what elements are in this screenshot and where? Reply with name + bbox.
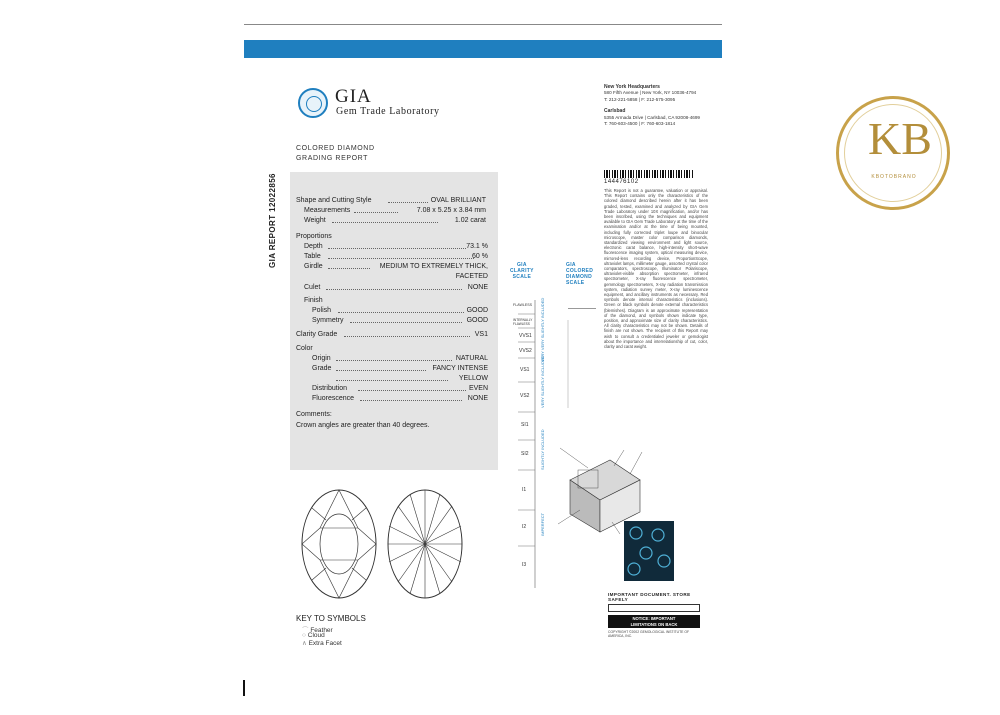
lab-name: Gem Trade Laboratory [336,106,440,117]
key-to-symbols-title: KEY TO SYMBOLS [296,614,366,623]
grading-panel: Shape and Cutting Style OVAL BRILLIANT Measurements 7.08 x 5.25 x 3.84 mm Weight 1.02 carat Proportions Depth 73.1 % Table 60 % Girdle MEDIUM TO EXTREMELY THICK, FACETED Culet NONE Finish Polish GOOD Symmetry GOOD Clarity Grade VS1 Color Origin NATURAL Grade FANCY INTENSE YELLOW Distribution EVEN Fluorescence NONE Comments: Crown angles are greater than 40 degrees. [290,172,498,470]
label-vs: VERY SLIGHTLY INCLUDED [540,355,545,408]
report-barcode [604,170,694,178]
color-scale-bar [566,320,596,410]
top-rule [244,24,722,25]
grade-vs2: VS2 [520,393,530,399]
brand-name: KBOTOBRANO [871,174,917,180]
key-item-feather: ⌒ Feather [302,627,333,634]
comments-text: Crown angles are greater than 40 degrees. [296,422,430,429]
gia-logo-text: GIA [335,86,372,107]
warning-block: IMPORTANT DOCUMENT. STORE SAFELY NOTICE: IMPORTANT LIMITATIONS ON BACK COPYRIGHT ©2002 GEMOLOGICAL INSTITUTE OF AMERICA, INC. [608,592,700,638]
grade-vs1: VS1 [520,367,530,373]
copyright-line: COPYRIGHT ©2002 GEMOLOGICAL INSTITUTE OF AMERICA, INC. [608,630,690,638]
label-imperfect: IMPERFECT [540,512,545,536]
grade-i1: I1 [522,487,527,493]
pavilion-view-diagram [386,488,464,600]
report-side-number: GIA REPORT 12022856 [268,173,277,268]
notice-banner: NOTICE: IMPORTANT LIMITATIONS ON BACK [608,615,700,628]
clarity-scale-heading: GIA CLARITY SCALE [510,262,534,280]
lock-icon-box [608,604,700,612]
barcode-number: 144476102 [604,179,639,185]
header-band [244,40,722,58]
grade-vvs2: VVS2 [519,348,532,354]
office-address-ny: New York Headquarters 580 Fifth Avenue | New York, NY 10036-4794 T: 212-221-5858 | F: 212-575-3095 Carlsbad 5355 Armada Drive | Carlsbad, CA 92008-4699 T: 760-603-4500 | F: 760-603-1814 [604,84,700,127]
crown-view-diagram [300,488,378,600]
page-edge-mark [243,680,245,696]
grade-i3: I3 [522,562,527,568]
feather-icon: ⌒ [302,627,309,634]
extra-facet-icon: ∧ [302,640,307,647]
brand-monogram: KB [868,113,932,164]
grade-si2: SI2 [521,451,529,457]
clarity-scale-bar [512,300,536,590]
key-item-cloud: ○ Cloud [302,632,325,639]
grade-si1: SI1 [521,422,529,428]
finish-heading: Finish [304,297,323,304]
color-scale-heading: GIA COLORED DIAMOND SCALE [566,262,594,286]
color-scale-note [568,306,596,309]
comments-label: Comments: [296,411,332,418]
label-vvs: VERY VERY SLIGHTLY INCLUDED [540,297,545,362]
cloud-icon: ○ [302,632,306,639]
grade-i2: I2 [522,524,527,530]
report-title: COLORED DIAMOND GRADING REPORT [296,145,375,162]
label-si: SLIGHTLY INCLUDED [540,429,545,470]
color-heading: Color [296,345,313,352]
proportions-heading: Proportions [296,233,332,240]
security-hologram [624,521,674,581]
report-disclaimer: This Report is not a guarantee, valuation or appraisal. This Report contains only the characteristics of the colored diamond described herein after it has been graded, tested, examined and analyzed by GIA Gem Trade Laboratory under 10X magnification, and/or has been inscribed, using the techniques and equipment available to GIA Gem Trade Laboratory at the time of the examination and/or at the time of being mounted, including fully corrected triplet loupe and binocular microscope, master color comparison diamonds, standardized viewing environment and light source, electronic carat balance, high-intensity short-wave fluorescence imaging system, optical measuring device, mirrored-lens recording device, ProportionScope, ultraviolet lamps, millimeter gauge, assorted crystal color comparators, spectroscope, Illuminator Polariscope, ultraviolet-visible absorption spectrometer, infrared spectrometer, X-ray fluorescence spectrometer, gemmology spectrometers, X-ray radiation transmission system, radiation survey meter, X-ray luminescence equipment, and ancillary instruments as necessary. Red symbols denote internal characteristics (inclusions). Green or black symbols denote external characteristics (blemishes). Diagram is an approximate representation of the diamond, and symbols shown indicate type, position, and approximate size of clarity characteristics. All clarity characteristics may not be shown. Details of finish are not shown. The recipient of this Report may wish to consult a credentialed jeweler or gemologist about the importance and interrelationship of cut, color, clarity and carat weight. [604,188,708,350]
key-item-extra-facet: ∧ Extra Facet [302,640,342,647]
grade-flawless: FLAWLESS [513,303,533,307]
grade-vvs1: VVS1 [519,333,532,339]
grade-if: INTERNALLY FLAWLESS [513,318,533,326]
gia-seal-icon [298,88,328,118]
